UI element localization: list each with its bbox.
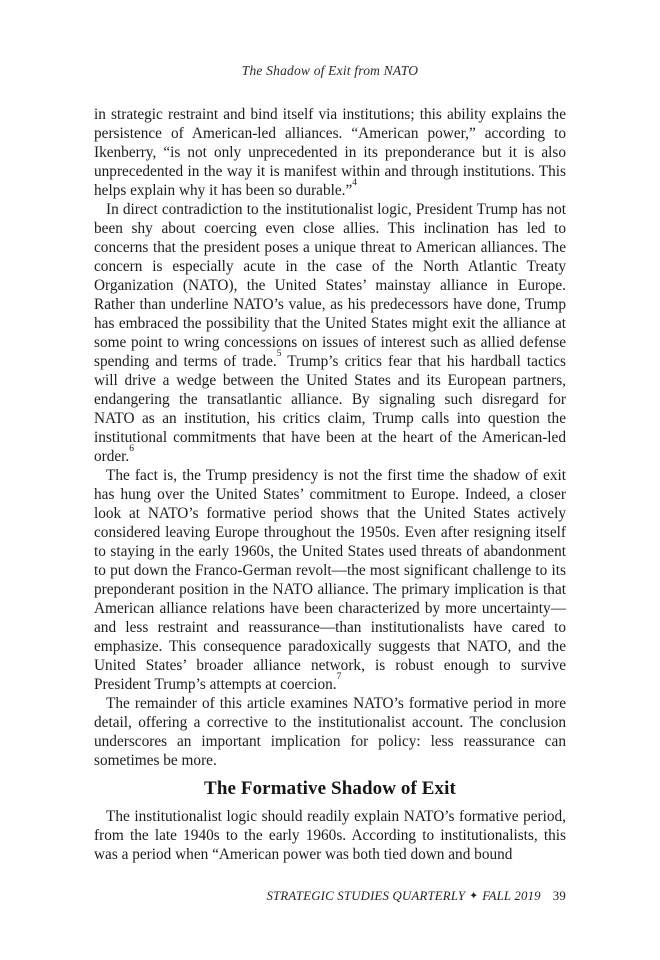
footnote-ref: 7 [336, 671, 342, 682]
article-body [94, 105, 566, 864]
paragraph-3: The fact is, the Trump presidency is not the first time the shadow of exit has hung over the United States’ commitment to Europe. Indeed, a closer look at NATO’s formative period shows that the United States actively considered leaving Europe throughout the 1950s. Even after resigning itself to staying in the early 1960s, the United States used threats of abandonment to put down the Franco-German revolt—the most significant challenge to its preponderant position in the NATO alliance. The primary implication is that American alliance relations have been characterized by more uncertainty—and less restraint and reassurance—than institutionalists have cared to emphasize. This consequence paradoxically suggests that NATO, and the United States’ broader alliance network, is robust enough to survive President Trump’s attempts at coercion.$^7$ [94, 467, 566, 693]
page-footer [266, 889, 566, 904]
section-heading: The Formative Shadow of Exit [204, 778, 456, 799]
paragraph-2: In direct contradiction to the institutionalist logic, President Trump has not been shy about coercing even close allies. This inclination has led to concerns that the president poses a unique threat to American alliances. The concern is especially acute in the case of the North Atlantic Treaty Organization (NATO), the United States’ mainstay alliance in Europe. Rather than underline NATO’s value, as his predecessors have done, Trump has embraced the possibility that the United States might exit the alliance at some point to wring concessions on issues of interest such as allied defense spending and terms of trade.$^5$ Trump’s critics fear that his hardball tactics will drive a wedge between the United States and its European partners, endangering the transatlantic alliance. By signaling such disregard for NATO as an institution, his critics claim, Trump calls into question the institutional commitments that have been at the heart of the American-led order.$^6$ [94, 201, 566, 465]
footnote-ref: 5 [276, 348, 282, 359]
paragraph-1: in strategic restraint and bind itself via institutions; this ability explains the persistence of American-led alliances. “American power,” according to Ikenberry, “is not only unprecedented in its preponderance but it is also unprecedented in the way it is manifest within and through institutions. This helps explain why it has been so durable.”$^4$ [94, 106, 566, 199]
footnote-ref: 4 [352, 177, 358, 188]
paragraph-5: The institutionalist logic should readily explain NATO’s formative period, from the late 1940s to the early 1960s. According to institutionalists, this was a period when “American power was both tied down and bound [94, 808, 566, 863]
running-header: The Shadow of Exit from NATO [241, 63, 419, 78]
page-number: 39 [552, 889, 566, 903]
footnote-ref: 6 [129, 443, 134, 454]
diamond-icon: ✦ [469, 891, 479, 902]
paragraph-4: The remainder of this article examines NATO’s formative period in more detail, offering a corrective to the institutionalist account. The conclusion underscores an important implication for policy: less reassurance can sometimes be more. [94, 695, 566, 769]
footer-issue: FALL 2019 [482, 889, 541, 903]
footer-journal-title: STRATEGIC STUDIES QUARTERLY [266, 889, 466, 903]
